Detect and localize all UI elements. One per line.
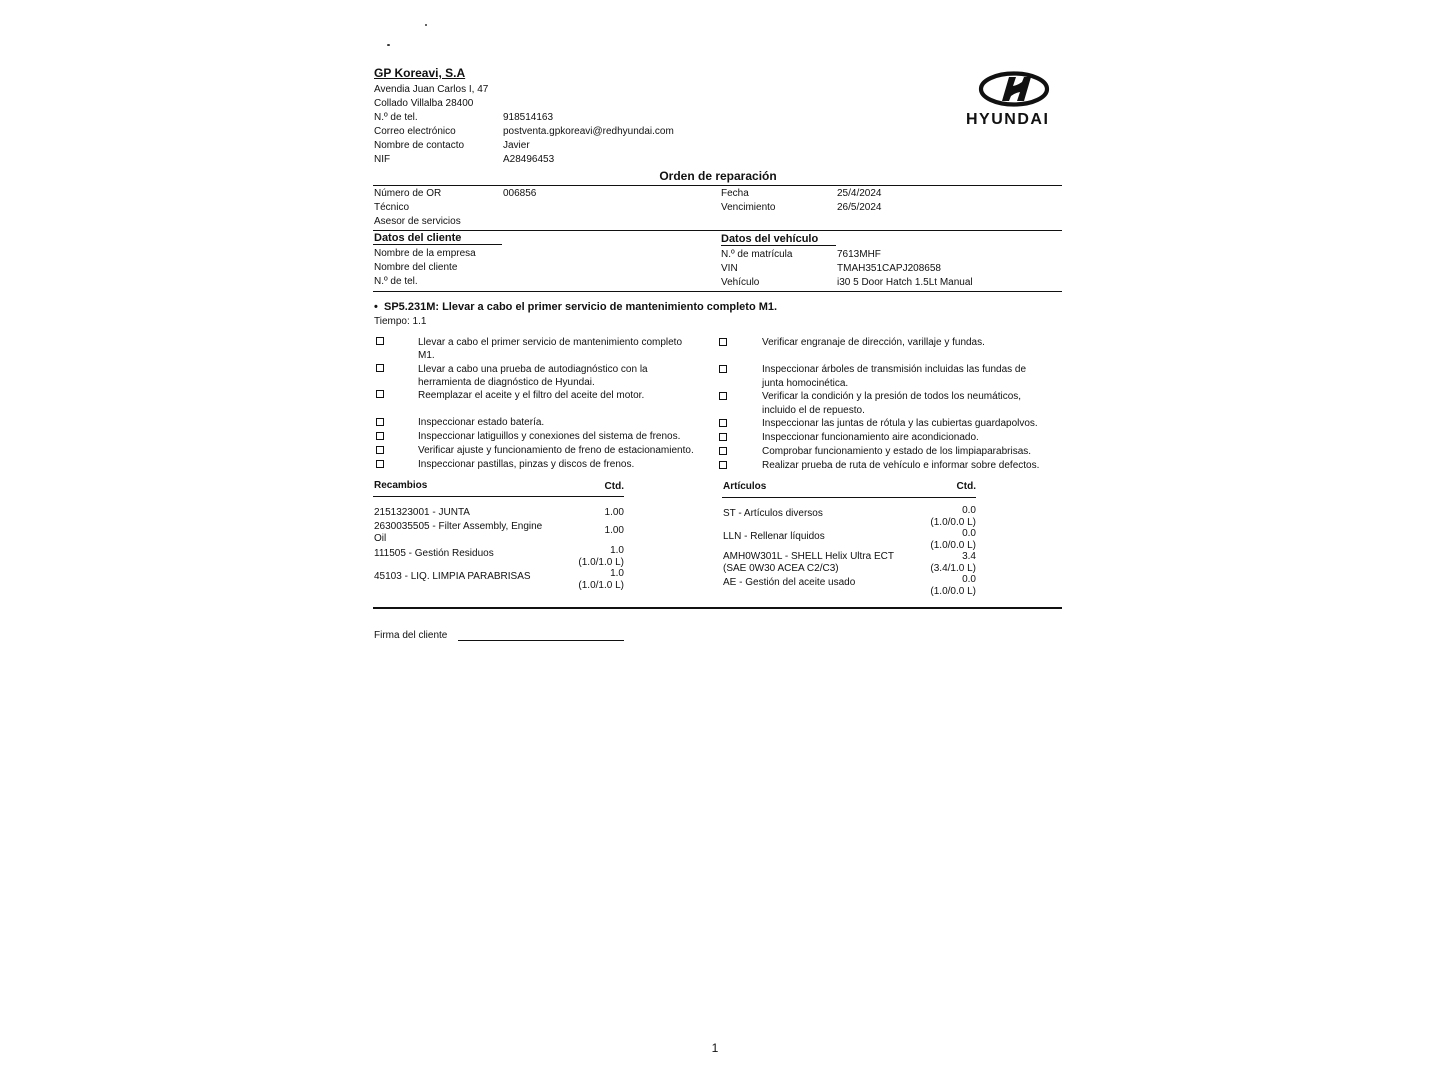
company-phone-value: 918514163: [503, 112, 554, 123]
recambio-qty: 1.00: [604, 507, 624, 518]
articulo-item: (SAE 0W30 ACEA C2/C3): [723, 563, 839, 574]
company-address-line1: Avendia Juan Carlos I, 47: [374, 84, 489, 95]
recambio-qty-detail: (1.0/1.0 L): [578, 557, 624, 568]
articulo-item: AMH0W301L - SHELL Helix Ultra ECT: [723, 551, 894, 562]
company-address-line2: Collado Villalba 28400: [374, 98, 474, 109]
service-title: SP5.231M: Llevar a cabo el primer servicio de mantenimiento completo M1.: [384, 301, 778, 313]
vehicle-heading: Datos del vehículo: [721, 233, 819, 245]
recambio-qty: 1.0: [610, 568, 624, 579]
task-label: Llevar a cabo una prueba de autodiagnóstico con la: [418, 364, 648, 375]
plate-label: N.º de matrícula: [721, 249, 793, 260]
vin-label: VIN: [721, 263, 738, 274]
task-label: Verificar la condición y la presión de todos los neumáticos,: [762, 391, 1022, 402]
plate-value: 7613MHF: [837, 249, 881, 260]
articulo-qty-detail: (1.0/0.0 L): [930, 540, 976, 551]
task-checkbox[interactable]: [719, 392, 727, 400]
scan-speck: [387, 44, 390, 46]
articulo-qty: 0.0: [962, 505, 976, 516]
recambio-qty: 1.00: [604, 525, 624, 536]
task-checkbox[interactable]: [719, 365, 727, 373]
task-label: Comprobar funcionamiento y estado de los limpiaparabrisas.: [762, 446, 1032, 457]
articulo-item: LLN - Rellenar líquidos: [723, 531, 825, 542]
vehicle-model-label: Vehículo: [721, 277, 760, 288]
task-checkbox[interactable]: [376, 364, 384, 372]
task-checkbox[interactable]: [376, 337, 384, 345]
hyundai-logo-emblem: [978, 70, 1050, 108]
divider: [373, 607, 1062, 609]
articulos-heading: Artículos: [723, 481, 767, 492]
articulos-divider: [722, 497, 976, 498]
company-contact-value: Javier: [503, 140, 530, 151]
client-heading-underline: [373, 244, 502, 245]
divider: [373, 230, 1062, 231]
recambios-heading: Recambios: [374, 480, 428, 491]
articulo-qty: 0.0: [962, 528, 976, 539]
advisor-label: Asesor de servicios: [374, 216, 461, 227]
vehicle-model-value: i30 5 Door Hatch 1.5Lt Manual: [837, 277, 973, 288]
task-label: incluido el de repuesto.: [762, 405, 865, 416]
company-phone-label: N.º de tel.: [374, 112, 418, 123]
client-phone-label: N.º de tel.: [374, 276, 418, 287]
divider: [373, 291, 1062, 292]
task-label: Llevar a cabo el primer servicio de mantenimiento completo: [418, 337, 683, 348]
company-email-label: Correo electrónico: [374, 126, 456, 137]
task-label: Verificar engranaje de dirección, varillaje y fundas.: [762, 337, 985, 348]
articulos-qty-heading: Ctd.: [956, 481, 976, 492]
task-label: Reemplazar el aceite y el filtro del aceite del motor.: [418, 390, 645, 401]
task-label: Inspeccionar latiguillos y conexiones del sistema de frenos.: [418, 431, 681, 442]
task-label: Inspeccionar funcionamiento aire acondicionado.: [762, 432, 979, 443]
task-label: herramienta de diagnóstico de Hyundai.: [418, 377, 595, 388]
task-checkbox[interactable]: [376, 460, 384, 468]
articulo-qty-detail: (1.0/0.0 L): [930, 517, 976, 528]
recambio-item: 2630035505 - Filter Assembly, Engine: [374, 521, 543, 532]
order-number-value: 006856: [503, 188, 537, 199]
company-nif-label: NIF: [374, 154, 391, 165]
order-number-label: Número de OR: [374, 188, 442, 199]
task-checkbox[interactable]: [719, 419, 727, 427]
task-label: Inspeccionar pastillas, pinzas y discos de frenos.: [418, 459, 635, 470]
recambios-qty-heading: Ctd.: [604, 481, 624, 492]
due-date-value: 26/5/2024: [837, 202, 882, 213]
divider: [373, 185, 1062, 186]
service-time: Tiempo: 1.1: [374, 316, 427, 327]
recambio-item: 2151323001 - JUNTA: [374, 507, 470, 518]
task-label: Inspeccionar las juntas de rótula y las cubiertas guardapolvos.: [762, 418, 1038, 429]
company-nif-value: A28496453: [503, 154, 555, 165]
client-company-label: Nombre de la empresa: [374, 248, 476, 259]
articulo-qty-detail: (3.4/1.0 L): [930, 563, 976, 574]
task-checkbox[interactable]: [376, 446, 384, 454]
client-name-label: Nombre del cliente: [374, 262, 458, 273]
task-label: junta homocinética.: [762, 378, 849, 389]
technician-label: Técnico: [374, 202, 410, 213]
company-contact-label: Nombre de contacto: [374, 140, 465, 151]
date-label: Fecha: [721, 188, 749, 199]
task-label: M1.: [418, 350, 435, 361]
task-label: Realizar prueba de ruta de vehículo e informar sobre defectos.: [762, 460, 1040, 471]
task-label: Verificar ajuste y funcionamiento de freno de estacionamiento.: [418, 445, 694, 456]
signature-label: Firma del cliente: [374, 630, 448, 641]
page-number: 1: [711, 1041, 719, 1055]
recambio-qty: 1.0: [610, 545, 624, 556]
signature-line[interactable]: [458, 640, 624, 641]
document-title: Orden de reparación: [659, 169, 777, 183]
due-date-label: Vencimiento: [721, 202, 776, 213]
recambios-divider: [373, 496, 624, 497]
recambio-item: 111505 - Gestión Residuos: [374, 548, 494, 559]
articulo-qty: 0.0: [962, 574, 976, 585]
vehicle-heading-underline: [721, 245, 836, 246]
articulo-item: ST - Artículos diversos: [723, 508, 823, 519]
recambio-qty-detail: (1.0/1.0 L): [578, 580, 624, 591]
scan-speck: [425, 24, 427, 26]
task-checkbox[interactable]: [376, 432, 384, 440]
hyundai-logo-text: HYUNDAI: [966, 111, 1050, 128]
articulo-item: AE - Gestión del aceite usado: [723, 577, 856, 588]
task-label: Inspeccionar estado batería.: [418, 417, 545, 428]
recambio-item: Oil: [374, 533, 387, 544]
task-label: Inspeccionar árboles de transmisión incluidas las fundas de: [762, 364, 1027, 375]
company-email-value: postventa.gpkoreavi@redhyundai.com: [503, 126, 674, 137]
service-bullet: •: [374, 301, 378, 313]
task-checkbox[interactable]: [376, 418, 384, 426]
date-value: 25/4/2024: [837, 188, 882, 199]
articulo-qty: 3.4: [962, 551, 976, 562]
task-checkbox[interactable]: [719, 447, 727, 455]
task-checkbox[interactable]: [719, 461, 727, 469]
task-checkbox[interactable]: [719, 433, 727, 441]
client-heading: Datos del cliente: [374, 232, 462, 244]
vin-value: TMAH351CAPJ208658: [837, 263, 941, 274]
company-name: GP Koreavi, S.A: [374, 66, 466, 80]
articulo-qty-detail: (1.0/0.0 L): [930, 586, 976, 597]
task-checkbox[interactable]: [376, 390, 384, 398]
task-checkbox[interactable]: [719, 338, 727, 346]
recambio-item: 45103 - LIQ. LIMPIA PARABRISAS: [374, 571, 531, 582]
